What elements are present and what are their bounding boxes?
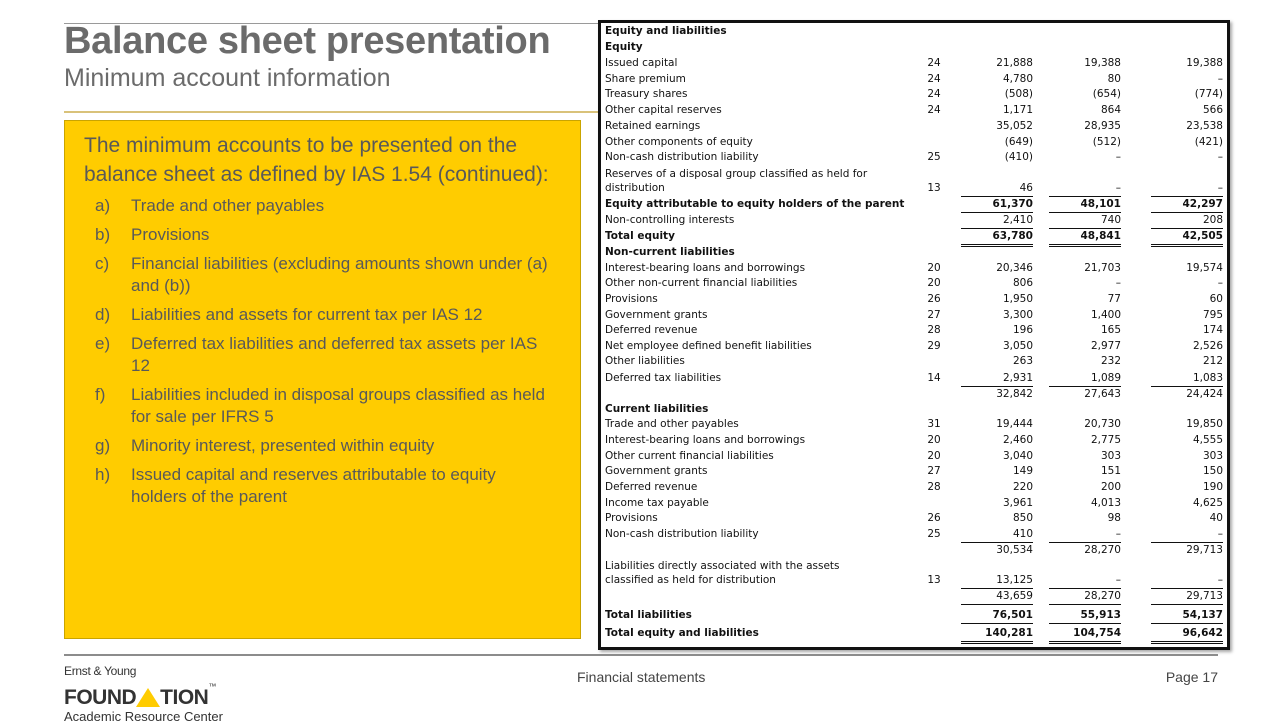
row-value-2: 165 [1100,324,1121,336]
list-marker: f) [95,385,106,404]
logo-trademark: ™ [208,682,216,691]
list-marker: a) [95,196,111,215]
row-value-3: 4,625 [1192,497,1223,509]
row-value-1: 3,961 [1002,497,1033,509]
table-row [605,72,1223,86]
row-value-1: (508) [1004,88,1033,100]
row-label: Government grants [605,465,708,477]
table-row [605,559,1223,587]
row-value-3: 19,850 [1186,418,1223,430]
row-label: Non-current liabilities [605,246,735,258]
total-rule [961,604,1033,605]
row-value-3: 1,083 [1192,372,1223,384]
row-value-3: 54,137 [1182,609,1223,621]
row-value-2: 2,775 [1090,434,1121,446]
row-label: Non-cash distribution liability [605,151,759,163]
row-label: Non-cash distribution liability [605,528,759,540]
row-label: Government grants [605,309,708,321]
row-value-2: (654) [1092,88,1121,100]
row-value-1: 76,501 [992,609,1033,621]
table-row [605,245,1223,259]
row-value-2: 77 [1107,293,1121,305]
requirements-panel [64,120,581,639]
row-note: 24 [927,73,941,85]
total-rule [961,641,1033,642]
row-label: Current liabilities [605,403,709,415]
row-label: Issued capital [605,57,678,69]
row-value-1: 2,460 [1002,434,1033,446]
row-value-3: 60 [1209,293,1223,305]
list-item-text: Deferred tax liabilities and deferred tax assets per IAS 12 [131,334,538,375]
row-value-3: – [1217,277,1223,289]
row-label: Total equity and liabilities [605,627,759,639]
row-label: Equity and liabilities [605,25,727,37]
row-value-3: 24,424 [1186,388,1223,400]
row-value-3: 40 [1209,512,1223,524]
row-label: Non-controlling interests [605,214,735,226]
row-value-3: 96,642 [1182,627,1223,639]
table-row [605,480,1223,494]
list-marker: d) [95,305,111,324]
row-note: 25 [927,528,941,540]
total-rule [961,643,1033,644]
row-value-2: 1,400 [1090,309,1121,321]
table-row [605,261,1223,275]
row-value-3: 29,713 [1186,590,1223,602]
table-row [605,135,1223,149]
total-rule [1049,643,1121,644]
row-label: Share premium [605,73,686,85]
table-row [605,496,1223,510]
row-value-2: 303 [1100,450,1121,462]
row-label: Provisions [605,512,658,524]
logo-wordmark [64,677,223,708]
row-value-1: 3,040 [1002,450,1033,462]
row-note: 24 [927,88,941,100]
table-row [605,292,1223,306]
row-value-1: 140,281 [985,627,1033,639]
row-value-2: 232 [1100,355,1121,367]
ey-foundation-logo [64,664,223,724]
row-value-3: 19,574 [1186,262,1223,274]
row-value-2: 2,977 [1090,340,1121,352]
row-value-3: – [1217,574,1223,586]
row-note: 13 [927,182,941,194]
table-row [605,449,1223,463]
page-title: Balance sheet presentation [64,20,551,62]
list-item-text: Financial liabilities (excluding amounts shown under (a) and (b)) [131,254,548,295]
row-value-1: 19,444 [996,418,1033,430]
table-row [605,339,1223,353]
table-row [605,213,1223,227]
table-row [605,276,1223,290]
row-value-3: 29,713 [1186,544,1223,556]
row-value-2: 28,270 [1084,590,1121,602]
row-value-2: – [1115,277,1121,289]
table-row [605,626,1223,640]
logo-top-text: Ernst & Young [64,664,137,678]
row-note: 20 [927,277,941,289]
logo-wordmark-left: FOUND [64,686,137,709]
row-note: 26 [927,512,941,524]
table-row [605,387,1223,401]
row-label: Equity [605,41,643,53]
row-note: 20 [927,450,941,462]
row-label: Deferred tax liabilities [605,372,722,384]
table-row [605,56,1223,70]
row-value-2: 864 [1100,104,1121,116]
list-item-text: Provisions [131,225,210,244]
row-value-2: 55,913 [1080,609,1121,621]
row-value-2: 19,388 [1084,57,1121,69]
table-row [605,119,1223,133]
row-value-1: 30,534 [996,544,1033,556]
row-value-1: 3,300 [1002,309,1033,321]
row-value-1: 21,888 [996,57,1033,69]
row-note: 28 [927,324,941,336]
list-item-text: Liabilities and assets for current tax per IAS 12 [131,305,483,324]
table-row [605,433,1223,447]
row-note: 14 [927,372,941,384]
row-value-1: 196 [1012,324,1033,336]
row-value-3: 4,555 [1192,434,1223,446]
row-value-2: 80 [1107,73,1121,85]
list-marker: b) [95,225,111,244]
list-item [84,384,562,428]
table-row [605,464,1223,478]
row-value-3: 303 [1202,450,1223,462]
total-rule [1151,641,1223,642]
table-row [605,527,1223,541]
row-value-3: 19,388 [1186,57,1223,69]
list-item [84,253,562,297]
row-value-3: 566 [1202,104,1223,116]
row-value-3: (774) [1194,88,1223,100]
row-value-2: 104,754 [1073,627,1121,639]
row-label: Interest-bearing loans and borrowings [605,434,806,446]
row-value-3: – [1217,151,1223,163]
row-value-1: 46 [1019,182,1033,194]
table-row [605,150,1223,164]
row-value-2: 98 [1107,512,1121,524]
table-row [605,197,1223,211]
row-value-1: (649) [1004,136,1033,148]
row-value-2: 151 [1100,465,1121,477]
row-label: Provisions [605,293,658,305]
row-value-2: 20,730 [1084,418,1121,430]
footer-divider [64,654,1218,656]
row-label: Income tax payable [605,497,709,509]
row-value-3: 190 [1202,481,1223,493]
list-marker: e) [95,334,111,353]
list-marker: h) [95,465,111,484]
total-rule [1049,641,1121,642]
row-note: 20 [927,262,941,274]
row-value-2: – [1115,574,1121,586]
row-value-3: 208 [1202,214,1223,226]
row-note: 26 [927,293,941,305]
row-note: 31 [927,418,941,430]
row-value-2: 200 [1100,481,1121,493]
row-label: Equity attributable to equity holders of the parent [605,198,905,210]
total-rule [1151,604,1223,605]
list-item [84,435,562,457]
row-label: Trade and other payables [605,418,739,430]
list-item [84,195,562,217]
table-row [605,543,1223,557]
row-value-3: 42,297 [1182,198,1223,210]
row-value-1: 63,780 [992,230,1033,242]
row-note: 27 [927,465,941,477]
row-label: Other liabilities [605,355,685,367]
row-label: Total equity [605,230,675,242]
row-label: Deferred revenue [605,481,698,493]
row-value-1: (410) [1004,151,1033,163]
table-row [605,24,1223,38]
total-rule [1049,623,1121,624]
row-label: Other capital reserves [605,104,722,116]
list-item-text: Trade and other payables [131,196,325,215]
row-value-3: 795 [1202,309,1223,321]
row-label: Other current financial liabilities [605,450,774,462]
row-note: 29 [927,340,941,352]
row-value-1: 410 [1012,528,1033,540]
table-row [605,87,1223,101]
list-item [84,464,562,508]
table-row [605,511,1223,525]
row-value-2: 4,013 [1090,497,1121,509]
row-value-1: 263 [1012,355,1033,367]
row-value-1: 2,410 [1002,214,1033,226]
table-row [605,103,1223,117]
list-item-text: Liabilities included in disposal groups classified as held for sale per IFRS 5 [131,385,545,426]
row-value-1: 43,659 [996,590,1033,602]
row-note: 28 [927,481,941,493]
row-value-1: 61,370 [992,198,1033,210]
list-item-text: Minority interest, presented within equity [131,436,435,455]
row-value-2: – [1115,182,1121,194]
total-rule [961,623,1033,624]
row-value-1: 32,842 [996,388,1033,400]
row-value-2: 1,089 [1090,372,1121,384]
list-marker: g) [95,436,111,455]
row-note: 20 [927,434,941,446]
row-note: 24 [927,57,941,69]
page-subtitle: Minimum account information [64,64,391,92]
list-item [84,224,562,246]
row-label: Retained earnings [605,120,701,132]
panel-intro: The minimum accounts to be presented on the balance sheet as defined by IAS 1.54 (continued): [84,134,549,186]
row-value-2: (512) [1092,136,1121,148]
page-number: Page 17 [1165,669,1218,685]
row-label: Net employee defined benefit liabilities [605,340,812,352]
total-rule [1049,604,1121,605]
table-row [605,40,1223,54]
row-value-1: 3,050 [1002,340,1033,352]
table-row [605,608,1223,622]
row-value-2: 740 [1100,214,1121,226]
row-value-1: 4,780 [1002,73,1033,85]
table-row [605,308,1223,322]
logo-a-triangle-icon [136,688,160,707]
row-label: Liabilities directly associated with the assets classified as held for distribution [605,560,840,586]
total-rule [1151,623,1223,624]
row-value-3: (421) [1194,136,1223,148]
row-value-1: 850 [1012,512,1033,524]
table-row [605,402,1223,416]
row-value-1: 20,346 [996,262,1033,274]
row-note: 13 [927,574,941,586]
row-value-2: 28,935 [1084,120,1121,132]
list-marker: c) [95,254,110,273]
row-value-3: 42,505 [1182,230,1223,242]
list-item [84,304,562,326]
row-value-1: 2,931 [1002,372,1033,384]
row-label: Treasury shares [605,88,688,100]
row-value-2: – [1115,528,1121,540]
row-value-2: – [1115,151,1121,163]
row-value-1: 1,171 [1002,104,1033,116]
row-value-2: 21,703 [1084,262,1121,274]
row-note: 24 [927,104,941,116]
logo-subtitle: Academic Resource Center [64,709,223,724]
list-item-text: Issued capital and reserves attributable to equity holders of the parent [131,465,496,506]
footer-section-title: Financial statements [577,669,706,685]
row-value-3: – [1217,182,1223,194]
row-value-2: 28,270 [1084,544,1121,556]
row-label: Other non-current financial liabilities [605,277,798,289]
list-item [84,333,562,377]
total-rule [1151,643,1223,644]
table-row [605,167,1223,195]
row-value-3: – [1217,73,1223,85]
table-row [605,371,1223,385]
row-value-1: 1,950 [1002,293,1033,305]
row-label: Deferred revenue [605,324,698,336]
row-value-2: 48,101 [1080,198,1121,210]
requirements-list [84,195,562,508]
row-value-3: 174 [1202,324,1223,336]
row-value-1: 13,125 [996,574,1033,586]
row-value-1: 806 [1012,277,1033,289]
balance-sheet-table [598,20,1230,650]
logo-wordmark-right: TION [160,686,209,709]
title-underline [64,111,600,113]
row-note: 27 [927,309,941,321]
table-row [605,354,1223,368]
row-note: 25 [927,151,941,163]
row-value-2: 27,643 [1084,388,1121,400]
row-value-3: 23,538 [1186,120,1223,132]
table-row [605,323,1223,337]
row-value-3: – [1217,528,1223,540]
table-row [605,229,1223,243]
row-value-3: 212 [1202,355,1223,367]
table-row [605,417,1223,431]
table-row [605,589,1223,603]
row-label: Interest-bearing loans and borrowings [605,262,806,274]
row-value-2: 48,841 [1080,230,1121,242]
row-value-1: 149 [1012,465,1033,477]
row-label: Total liabilities [605,609,692,621]
row-value-1: 35,052 [996,120,1033,132]
row-value-3: 2,526 [1192,340,1223,352]
row-value-1: 220 [1012,481,1033,493]
row-label: Other components of equity [605,136,753,148]
row-label: Reserves of a disposal group classified as held for distribution [605,168,868,194]
row-value-3: 150 [1202,465,1223,477]
